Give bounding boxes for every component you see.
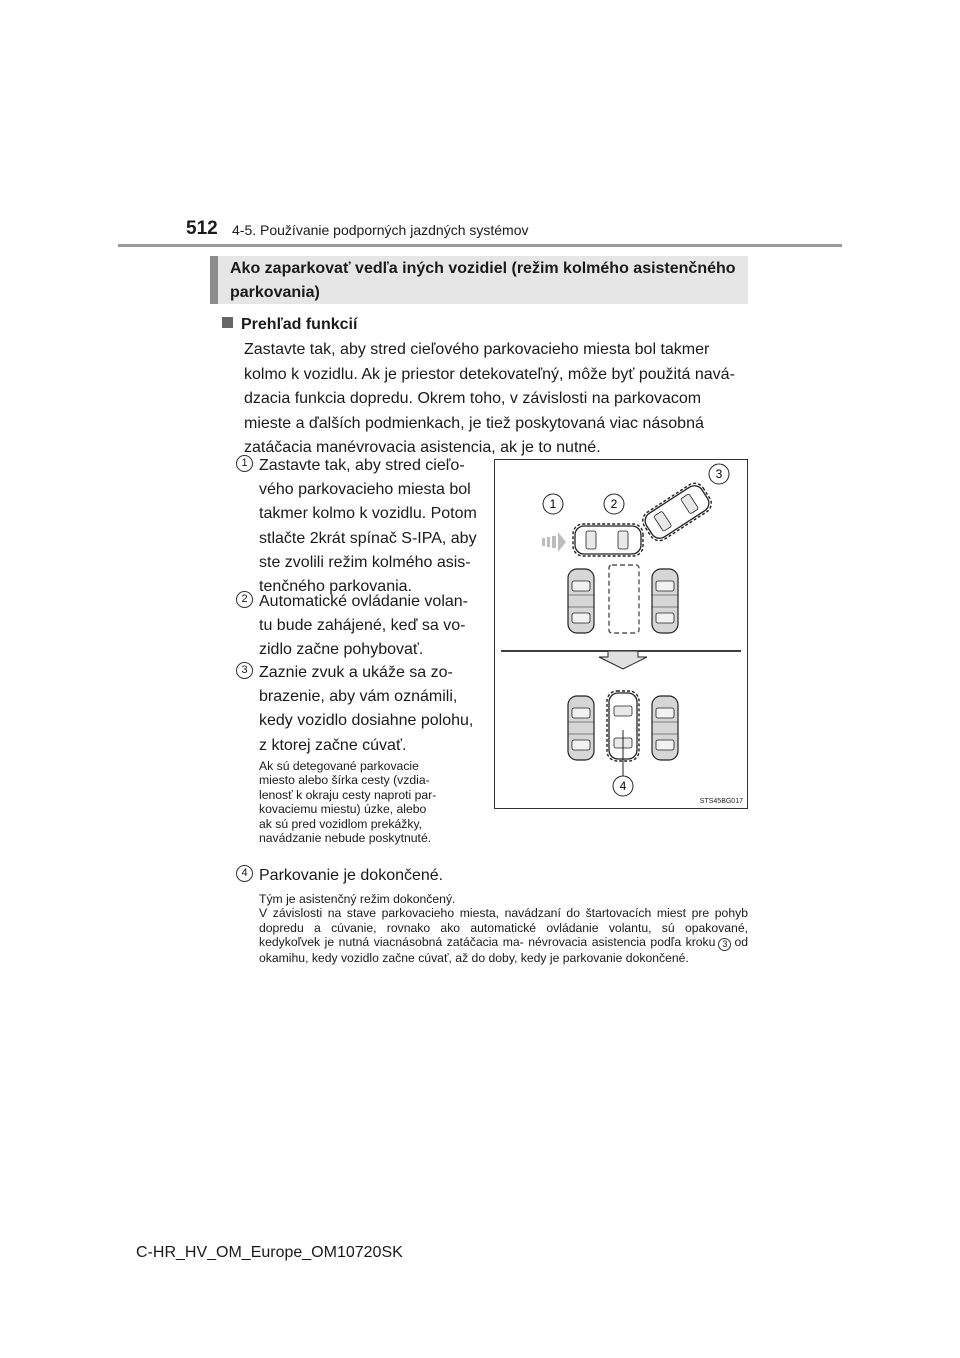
step-number-1: 1 (236, 455, 253, 472)
step-number-3: 3 (236, 662, 253, 679)
circled-label-1 (543, 494, 563, 514)
note-line: Ak sú detegované parkovacie (259, 759, 419, 773)
step-3-note (259, 759, 489, 845)
section-heading-line1: Ako zaparkovať vedľa iných vozidiel (režim kolmého asistenčného (230, 260, 736, 277)
step-line: Parkovanie je dokončené. (259, 867, 444, 884)
note-line: lenosť k okraju cesty naproti par- (259, 787, 437, 802)
forward-arrow-icon (542, 532, 566, 552)
header-divider (118, 244, 842, 247)
note-line: ak sú pred vozidlom prekážky, (259, 816, 423, 831)
section-heading-line2: parkovania) (230, 284, 320, 301)
step-line: brazenie, aby vám oznámili, (259, 688, 458, 706)
step-line: z ktorej začne cúvať. (259, 736, 407, 754)
note-line: navádzanie nebude poskytnuté. (259, 831, 432, 846)
step-3-text (259, 661, 489, 758)
svg-text:1: 1 (549, 497, 557, 511)
intro-line: zatáčacia manévrovacia asistencia, ak je to nutné. (244, 439, 601, 456)
step-line: Zaznie zvuk a ukáže sa zo- (259, 664, 453, 681)
step-2-text (259, 590, 489, 663)
svg-text:3: 3 (715, 467, 723, 481)
step-line: Automatické ovládanie volan- (259, 593, 469, 610)
circled-label-4 (613, 776, 633, 796)
step-line: Zastavte tak, aby stred cieľo- (259, 457, 465, 474)
note-line: miesto alebo šírka cesty (vzdia- (259, 773, 430, 788)
svg-text:2: 2 (610, 497, 618, 511)
intro-paragraph (244, 338, 748, 461)
step-4-text (259, 864, 489, 888)
circled-label-2 (604, 494, 624, 514)
intro-line: kolmo k vozidlu. Ak je priestor detekovateľný, môže byť použitá navá- (244, 365, 735, 383)
page-number: 512 (186, 218, 218, 239)
step-reference-3: 3 (718, 938, 731, 951)
step-line: stlačte 2krát spínač S-IPA, aby (259, 529, 477, 547)
step-number-4: 4 (236, 865, 253, 882)
step-line: tu bude zahájené, keď sa vo- (259, 617, 466, 635)
intro-line: Zastavte tak, aby stred cieľového parkovacieho miesta bol takmer (244, 341, 710, 358)
step-line: zidlo začne pohybovať. (259, 641, 424, 659)
note-line: kovaciemu miestu) úzke, alebo (259, 802, 427, 817)
step-line: tenčného parkovania. (259, 578, 412, 596)
step-line: ste zvolili režim kolmého asis- (259, 553, 471, 571)
intro-line: dzacia funkcia dopredu. Okrem toho, v závislosti na parkovacom (244, 390, 702, 407)
square-bullet-icon (222, 317, 233, 328)
step-line: vého parkovacieho miesta bol (259, 481, 471, 499)
step-number-2: 2 (236, 591, 253, 608)
subheading-text: Prehľad funkcií (241, 316, 358, 333)
note-text: od okamihu, kedy vozidlo začne cúvať, až do doby, kedy je parkovanie dokončené. (259, 935, 748, 966)
note-text: V závislosti na stave parkovacieho miesta, navádzaní do štartovacích miest pre pohyb dopredu a cúvanie, rovnako ako automatické ovládanie volantu, sú opakované, kedykoľvek je nutná viacnásobná zatáčacia ma- névrovacia asistencia podľa kroku (259, 906, 748, 950)
svg-text:4: 4 (619, 779, 627, 793)
figure-code: STS45BG017 (699, 798, 743, 805)
subheading (222, 316, 357, 334)
step-line: kedy vozidlo dosiahne polohu, (259, 712, 474, 730)
down-arrow-icon (599, 651, 647, 669)
step-1-text (259, 454, 489, 599)
note-paragraph (259, 906, 748, 965)
section-heading-box (210, 256, 748, 304)
note-line: Tým je asistenčný režim dokončený. (259, 892, 456, 906)
parking-diagram (495, 460, 747, 808)
parking-illustration (494, 459, 748, 809)
step-4-note (259, 892, 748, 966)
step-line: takmer kolmo k vozidlu. Potom (259, 505, 477, 523)
circled-label-3 (709, 464, 729, 484)
intro-line: mieste a ďalších podmienkach, je tiež poskytovaná viac násobná (244, 414, 704, 432)
target-parking-space (609, 565, 639, 633)
chapter-title: 4-5. Používanie podporných jazdných systémov (232, 222, 529, 238)
footer-document-id: C-HR_HV_OM_Europe_OM10720SK (136, 1244, 403, 1261)
